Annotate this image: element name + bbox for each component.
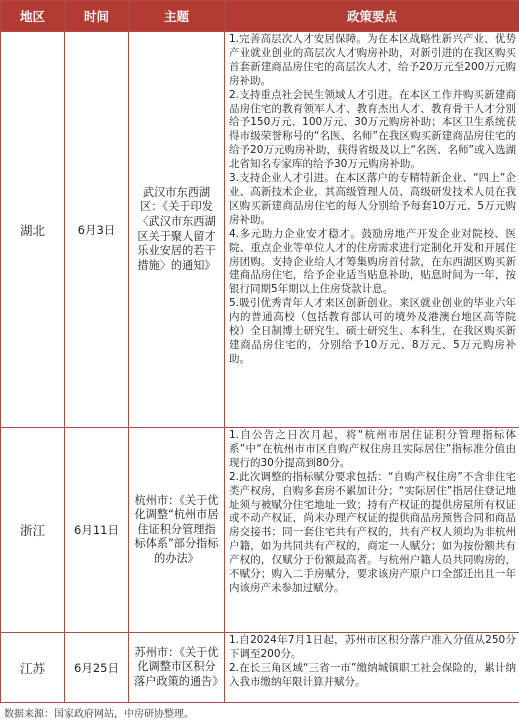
- table-row: [1, 32, 519, 428]
- cell-topic: 苏州市：《关于优化调整市区积分落户政策的通告》: [129, 633, 225, 703]
- cell-region: 浙江: [1, 428, 65, 633]
- header-policy: 政策要点: [225, 1, 519, 32]
- header-region: 地区: [1, 1, 65, 32]
- header-date: 时间: [65, 1, 129, 32]
- cell-topic: 武汉市东西湖区：《关于印发〈武汉市东西湖区关于聚人留才乐业安居的若干措施〉的通知》: [129, 32, 225, 428]
- table-row: [1, 428, 519, 633]
- source-note: 数据来源：国家政府网站，中房研协整理。: [4, 709, 194, 720]
- policy-point: 2.在长三角区域“三省一市”缴纳城镇职工社会保险的，累计纳入我市缴纳年限计算并赋分。: [229, 661, 516, 688]
- policy-point: 5.吸引优秀青年人才来区创新创业。来区就业创业的毕业六年内的普通高校（包括教育部认可的境外及港澳台地区高等院校）全日制博士研究生、硕士研究生、本科生，在我区购买新建商品房住宅的，分别给予10万元、8万元、5万元购房补助。: [229, 297, 516, 365]
- policy-point: 1.完善高层次人才安居保障。为在本区战略性新兴产业、优势产业就业创业的高层次人才购房补助，对新引进的在我区购买首套新建商品房住宅的高层次人才，给予20万元至200万元购房补助。: [229, 33, 516, 87]
- cell-topic: 杭州市：《关于优化调整“杭州市居住证积分管理指标体系”部分指标的办法》: [129, 428, 225, 633]
- cell-policy: [225, 633, 519, 703]
- table-header-row: [1, 1, 519, 32]
- policy-point: 2.支持重点社会民生领域人才引进。在本区工作并购买新建商品房住宅的教育领军人才、教育杰出人才、教育骨干人才分别给予150万元、100万元、30万元购房补助；本区卫生系统获得市级荣誉称号的“名医、名师”在我区购买新建商品房住宅的给予20万元购房补助，获得省级及以上“名医、名师”或入选湖北省知名专家库的给予30万元购房补助。: [229, 88, 516, 171]
- table-row: [1, 633, 519, 703]
- header-topic: 主题: [129, 1, 225, 32]
- policy-point: 2.此次调整的指标赋分要求包括：“自购产权住房”不含非住宅类产权房，自购多套房不累加计分；“实际居住”指居住登记地址须与被赋分住宅地址一致；持有产权证的提供房屋所有权证或不动产权证，尚未办理产权证的提供商品房预售合同和商品房交接书；同一套住宅共有产权的，共有产权人须均为非杭州户籍，如为共同共有产权的，商定一人赋分；如为按份额共有产权的，仅赋分于份额最高者。与杭州户籍人员共同购房的，不赋分；购入二手房赋分，要求该房产原户口全部迁出且一年内该房产未参加过赋分。: [229, 470, 516, 594]
- cell-policy: [225, 32, 519, 428]
- cell-policy: [225, 428, 519, 633]
- policy-point: 1.自2024年7月1日起，苏州市区积分落户准入分值从250分下调至200分。: [229, 634, 516, 660]
- policy-point: 1.自公告之日次月起，将“杭州市居住证积分管理指标体系”中“在杭州市市区自购产权住房且实际居住”指标准分值由现行的30分提高到80分。: [229, 429, 516, 469]
- cell-region: 江苏: [1, 633, 65, 703]
- policy-point: 4.多元助力企业安才稳才。鼓励房地产开发企业对院校、医院、重点企业等单位人才的住房需求进行定制化开发和开展住房团购。支持企业给人才筹集购房首付款，在东西湖区购买新建商品房住宅，给予企业适当贴息补助，贴息时间为一年，按银行同期5年期以上住房贷款计息。: [229, 227, 516, 296]
- cell-date: 6月25日: [65, 633, 129, 703]
- cell-region: 湖北: [1, 32, 65, 428]
- cell-date: 6月3日: [65, 32, 129, 428]
- policy-point: 3.支持企业人才引进。在本区落户的专精特新企业、“四上”企业、高新技术企业，其高级管理人员、高级研发技术人员在我区购买新建商品房住宅的每人分别给予每套10万元、5万元购房补助。: [229, 172, 516, 226]
- cell-date: 6月11日: [65, 428, 129, 633]
